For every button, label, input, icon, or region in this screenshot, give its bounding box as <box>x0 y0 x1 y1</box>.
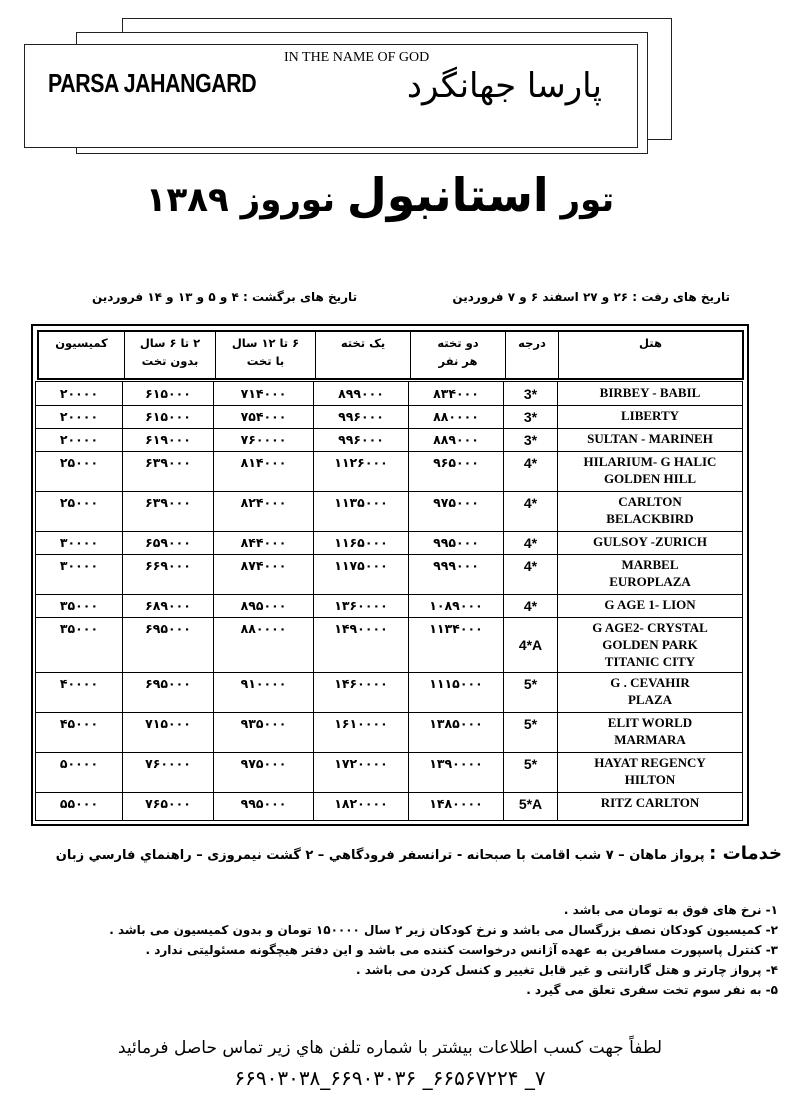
services-label: خدمات : <box>709 843 782 864</box>
price-cell-c26: ۶۵۹۰۰۰ <box>145 535 191 550</box>
hotel-name-line: GOLDEN PARK <box>602 637 698 652</box>
table-row <box>36 752 742 792</box>
header-grade: درجه <box>518 336 546 350</box>
services-text: پرواز ماهان – ۷ شب اقامت با صبحانه - ترانسفر فرودگاهي – ۲ گشت نیمروزی – راهنماي فارسي زبان <box>55 848 705 863</box>
price-cell-double: ۹۶۵۰۰۰ <box>433 455 479 470</box>
price-cell-single: ۱۸۲۰۰۰۰ <box>334 796 388 811</box>
price-cell-c26: ۶۶۹۰۰۰ <box>145 558 191 573</box>
note-item: ۲- کمیسیون کودکان نصف بزرگسال می باشد و نرخ کودکان زیر ۲ سال ۱۵۰۰۰۰ تومان و بدون کمیسیون می باشد . <box>109 923 778 937</box>
header-child-2-6-sub: بدون تخت <box>141 354 199 368</box>
price-cell-c612: ۸۱۴۰۰۰ <box>240 455 287 470</box>
grade-cell: 5* <box>523 676 538 692</box>
hotel-name-line: HILARIUM- G HALIC <box>583 454 717 469</box>
hotel-name-line: TITANIC CITY <box>604 654 696 669</box>
title-suffix: نوروز ۱۳۸۹ <box>145 180 335 220</box>
price-cell-comm: ۴۵۰۰۰ <box>59 716 99 731</box>
table-row <box>36 382 742 405</box>
grade-cell: 4*A <box>518 637 543 653</box>
header-double: دو تخته <box>437 336 479 350</box>
price-cell-c26: ۶۸۹۰۰۰ <box>145 598 191 613</box>
hotel-name <box>558 714 742 748</box>
hotel-name-line: PLAZA <box>627 692 673 707</box>
hotel-name <box>558 430 742 447</box>
hotel-name <box>558 533 742 550</box>
price-cell-c26: ۶۱۵۰۰۰ <box>145 409 191 424</box>
hotel-name <box>558 453 742 487</box>
contact-phones: ۶۶۹۰۳۰۳۸_۶۶۹۰۳۰۳۶ _۶۶۵۶۷۲۲۴ _۷ <box>234 1066 546 1090</box>
price-cell-c612: ۷۵۴۰۰۰ <box>240 409 287 424</box>
table-row <box>36 531 742 554</box>
table-row <box>36 491 742 531</box>
hotel-name <box>558 493 742 527</box>
hotel-name-line: G . CEVAHIR <box>610 675 690 690</box>
price-cell-comm: ۲۵۰۰۰ <box>59 495 99 510</box>
price-cell-comm: ۲۰۰۰۰ <box>59 432 99 447</box>
price-cell-comm: ۳۰۰۰۰ <box>59 535 99 550</box>
price-cell-comm: ۳۵۰۰۰ <box>59 621 99 636</box>
note-item: ۴- پرواز چارتر و هتل گارانتی و غیر قابل تغییر و کنسل کردن می باشد . <box>355 963 778 977</box>
hotel-name-line: CARLTON <box>618 494 682 509</box>
hotel-name <box>558 556 742 590</box>
note-item: ۳- کنترل پاسپورت مسافرین به عهده آژانس درخواست کننده می باشد و این دفتر هیچگونه مسئولیتی ندارد . <box>145 943 778 957</box>
price-cell-c612: ۹۷۵۰۰۰ <box>240 756 287 771</box>
price-cell-comm: ۵۰۰۰۰ <box>59 756 99 771</box>
price-cell-single: ۱۳۶۰۰۰۰ <box>334 598 388 613</box>
grade-cell: 4* <box>523 598 538 614</box>
notes-list <box>109 900 778 1000</box>
note-item: ۱- نرخ های فوق به تومان می باشد . <box>563 903 778 917</box>
table-row <box>36 792 742 828</box>
hotel-name-line: RITZ CARLTON <box>600 795 700 810</box>
header-commission: کمیسیون <box>55 336 108 350</box>
hotel-name <box>558 674 742 708</box>
price-cell-c612: ۸۴۴۰۰۰ <box>240 535 287 550</box>
price-cell-single: ۱۷۲۰۰۰۰ <box>334 756 388 771</box>
hotel-name-line: GOLDEN HILL <box>603 471 697 486</box>
price-cell-double: ۹۷۵۰۰۰ <box>433 495 479 510</box>
price-cell-single: ۱۱۲۶۰۰۰ <box>334 455 388 470</box>
price-cell-c612: ۸۸۰۰۰۰ <box>240 621 287 636</box>
header-child-6-12-sub: با تخت <box>246 354 285 368</box>
note-item: ۵- به نفر سوم تخت سفری تعلق می گیرد . <box>526 983 778 997</box>
price-cell-c26: ۷۶۵۰۰۰ <box>145 796 191 811</box>
price-cell-double: ۱۱۳۴۰۰۰ <box>429 621 483 636</box>
price-cell-double: ۸۸۹۰۰۰ <box>433 432 479 447</box>
price-cell-single: ۹۹۶۰۰۰ <box>338 409 384 424</box>
hotel-name <box>558 596 742 613</box>
price-cell-double: ۱۳۸۵۰۰۰ <box>429 716 483 731</box>
price-cell-c26: ۶۳۹۰۰۰ <box>145 495 191 510</box>
price-cell-double: ۱۱۱۵۰۰۰ <box>429 676 483 691</box>
price-cell-single: ۸۹۹۰۰۰ <box>338 386 384 401</box>
price-cell-single: ۱۴۶۰۰۰۰ <box>334 676 388 691</box>
header-single: یک تخته <box>340 336 386 350</box>
price-cell-comm: ۴۰۰۰۰ <box>59 676 99 691</box>
price-cell-comm: ۲۰۰۰۰ <box>59 409 99 424</box>
title-prefix: تور <box>560 180 615 220</box>
price-cell-c26: ۶۱۹۰۰۰ <box>145 432 191 447</box>
table-header <box>37 330 744 380</box>
grade-cell: 4* <box>523 455 538 471</box>
table-row <box>36 594 742 617</box>
grade-cell: 4* <box>523 495 538 511</box>
price-cell-single: ۱۱۷۵۰۰۰ <box>334 558 388 573</box>
price-cell-c26: ۷۶۰۰۰۰ <box>145 756 191 771</box>
header-hotel: هتل <box>639 336 662 350</box>
price-cell-double: ۹۹۵۰۰۰ <box>433 535 479 550</box>
price-cell-double: ۱۰۸۹۰۰۰ <box>429 598 483 613</box>
price-cell-double: ۸۸۰۰۰۰ <box>433 409 479 424</box>
hotel-name <box>558 619 742 670</box>
hotel-name <box>558 754 742 788</box>
page-title <box>100 168 660 222</box>
hotel-name-line: LIBERTY <box>620 408 680 423</box>
brand-name-en: PARSA JAHANGARD <box>48 68 257 98</box>
price-cell-single: ۱۴۹۰۰۰۰ <box>334 621 388 636</box>
price-cell-c612: ۷۱۴۰۰۰ <box>240 386 287 401</box>
hotel-name-line: ELIT WORLD <box>607 715 693 730</box>
grade-cell: 4* <box>523 558 538 574</box>
hotel-name-line: EUROPLAZA <box>609 574 691 589</box>
departure-dates: تاریخ های رفت : ۲۶ و ۲۷ اسفند ۶ و ۷ فروردین <box>452 290 730 304</box>
table-row <box>36 617 742 672</box>
hotel-name-line: SULTAN - MARINEH <box>587 431 713 446</box>
hotel-name-line: BELACKBIRD <box>606 511 694 526</box>
price-cell-double: ۱۳۹۰۰۰۰ <box>429 756 483 771</box>
grade-cell: 3* <box>523 386 538 402</box>
hotel-name <box>558 794 742 811</box>
table-row <box>36 451 742 491</box>
price-cell-single: ۱۶۱۰۰۰۰ <box>334 716 388 731</box>
hotel-name <box>558 384 742 401</box>
price-cell-c26: ۶۱۵۰۰۰ <box>145 386 191 401</box>
return-dates: تاریخ های برگشت : ۴ و ۵ و ۱۳ و ۱۴ فروردین <box>92 290 358 304</box>
price-cell-c612: ۹۱۰۰۰۰ <box>240 676 287 691</box>
price-cell-comm: ۳۰۰۰۰ <box>59 558 99 573</box>
grade-cell: 5* <box>523 716 538 732</box>
price-cell-c26: ۷۱۵۰۰۰ <box>145 716 191 731</box>
god-line: IN THE NAME OF GOD <box>284 50 430 65</box>
table-row <box>36 428 742 451</box>
table-row <box>36 554 742 594</box>
hotel-name <box>558 407 742 424</box>
hotel-name-line: G AGE 1- LION <box>604 597 696 612</box>
table-row <box>36 672 742 712</box>
table-body <box>35 381 743 821</box>
grade-cell: 5* <box>523 756 538 772</box>
price-cell-comm: ۳۵۰۰۰ <box>59 598 99 613</box>
price-cell-c26: ۶۹۵۰۰۰ <box>145 621 191 636</box>
header-child-2-6: ۲ تا ۶ سال <box>139 336 201 350</box>
price-cell-c612: ۷۶۰۰۰۰ <box>240 432 287 447</box>
hotel-name-line: MARBEL <box>621 557 679 572</box>
services-line <box>56 843 782 864</box>
price-cell-c612: ۸۹۵۰۰۰ <box>240 598 287 613</box>
price-cell-c612: ۸۲۴۰۰۰ <box>240 495 287 510</box>
hotel-name-line: HAYAT REGENCY <box>594 755 706 770</box>
price-cell-single: ۹۹۶۰۰۰ <box>338 432 384 447</box>
grade-cell: 3* <box>523 409 538 425</box>
contact-line: لطفاً جهت کسب اطلاعات بیشتر با شماره تلفن هاي زیر تماس حاصل فرمائید <box>117 1038 663 1058</box>
price-cell-single: ۱۱۳۵۰۰۰ <box>334 495 388 510</box>
grade-cell: 5*A <box>518 796 543 812</box>
hotel-name-line: G AGE2- CRYSTAL <box>592 620 708 635</box>
price-cell-c612: ۹۹۵۰۰۰ <box>240 796 287 811</box>
price-cell-double: ۱۴۸۰۰۰۰ <box>429 796 483 811</box>
grade-cell: 4* <box>523 535 538 551</box>
price-cell-comm: ۲۵۰۰۰ <box>59 455 99 470</box>
hotel-name-line: HILTON <box>624 772 676 787</box>
price-cell-c26: ۶۹۵۰۰۰ <box>145 676 191 691</box>
title-main: استانبول <box>346 168 549 222</box>
header-double-sub: هر نفر <box>438 354 478 368</box>
hotel-name-line: GULSOY -ZURICH <box>592 534 707 549</box>
table-row <box>36 712 742 752</box>
price-cell-c26: ۶۳۹۰۰۰ <box>145 455 191 470</box>
table-row <box>36 405 742 428</box>
header-child-6-12: ۶ تا ۱۲ سال <box>231 336 300 350</box>
price-cell-comm: ۵۵۰۰۰ <box>59 796 99 811</box>
brand-name-fa: پارسا جهانگرد <box>406 66 602 106</box>
price-cell-comm: ۲۰۰۰۰ <box>59 386 99 401</box>
hotel-name-line: BIRBEY - BABIL <box>599 385 701 400</box>
price-cell-c612: ۹۳۵۰۰۰ <box>240 716 287 731</box>
hotel-name-line: MARMARA <box>614 732 686 747</box>
price-cell-double: ۹۹۹۰۰۰ <box>433 558 479 573</box>
grade-cell: 3* <box>523 432 538 448</box>
price-cell-single: ۱۱۶۵۰۰۰ <box>334 535 388 550</box>
price-cell-double: ۸۳۴۰۰۰ <box>433 386 479 401</box>
price-cell-c612: ۸۷۴۰۰۰ <box>240 558 287 573</box>
